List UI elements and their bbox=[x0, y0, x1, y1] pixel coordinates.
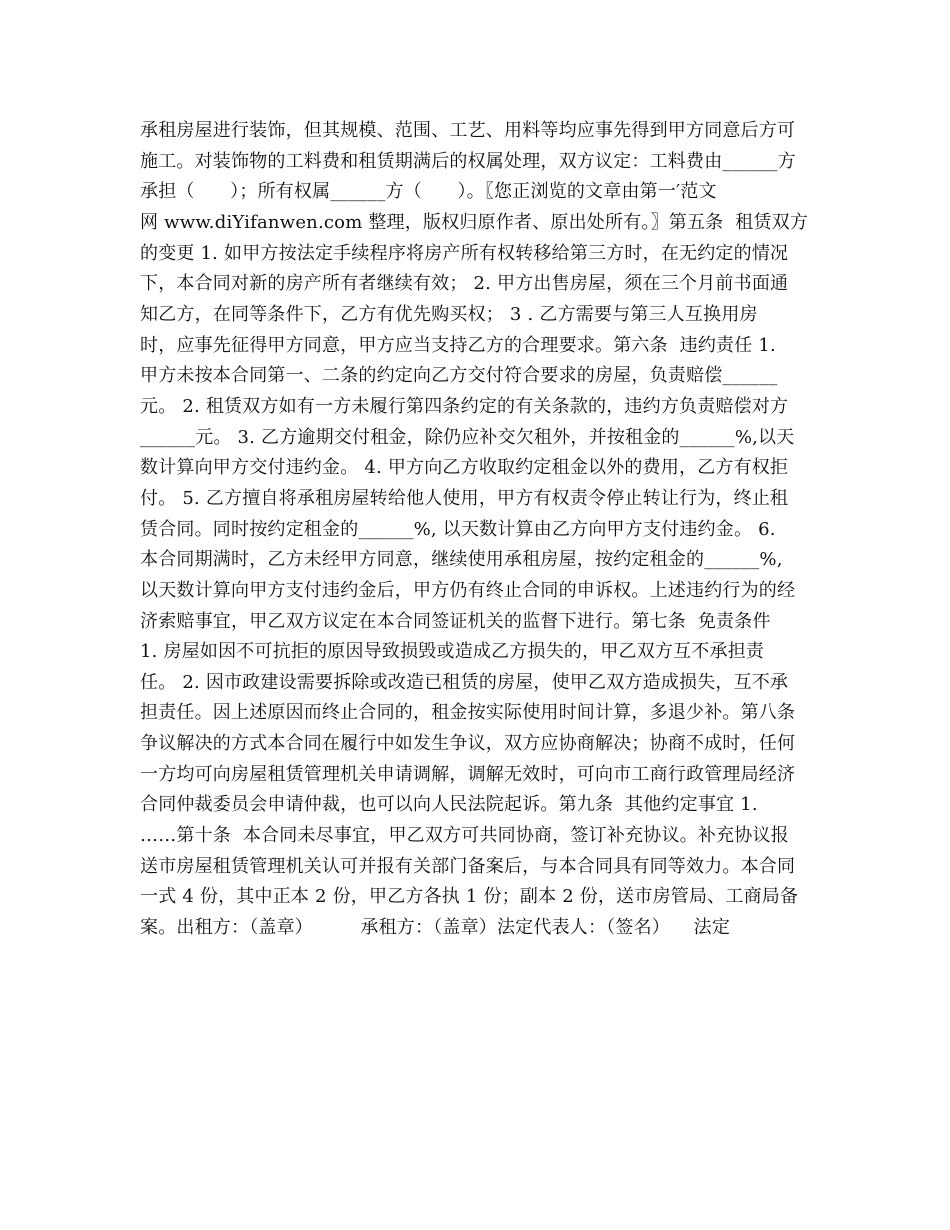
text-line: 担责任。因上述原因而终止合同的，租金按实际使用时间计算，多退少补。第八条 bbox=[140, 702, 796, 724]
text-line: 以天数计算向甲方支付违约金后，甲方仍有终止合同的申诉权。上述违约行为的经 bbox=[140, 579, 796, 601]
contract-text bbox=[140, 116, 820, 944]
text-line: 甲方未按本合同第一、二条的约定向乙方交付符合要求的房屋，负责赔偿______ bbox=[140, 365, 778, 387]
text-line: 下，本合同对新的房产所有者继续有效； 2. 甲方出售房屋，须在三个月前书面通 bbox=[140, 273, 789, 295]
text-line: 案。出租方：（盖章） 承租方：（盖章）法定代表人：（签名） 法定 bbox=[140, 917, 731, 939]
text-line: 的变更 1. 如甲方按法定手续程序将房产所有权转移给第三方时，在无约定的情况 bbox=[140, 242, 789, 264]
text-line: 济索赔事宜，甲乙双方议定在本合同签证机关的监督下进行。第七条 免责条件 bbox=[140, 610, 771, 632]
text-line: 时，应事先征得甲方同意，甲方应当支持乙方的合理要求。第六条 违约责任 1. bbox=[140, 334, 776, 356]
text-line: 付。 5. 乙方擅自将承租房屋转给他人使用，甲方有权责令停止转让行为，终止租 bbox=[140, 487, 789, 509]
text-line: 数计算向甲方交付违约金。 4. 甲方向乙方收取约定租金以外的费用，乙方有权拒 bbox=[140, 457, 789, 479]
text-line: 合同仲裁委员会申请仲裁，也可以向人民法院起诉。第九条 其他约定事宜 1. bbox=[140, 794, 758, 816]
text-line: 争议解决的方式本合同在履行中如发生争议，双方应协商解决；协商不成时，任何 bbox=[140, 733, 796, 755]
text-line: 知乙方，在同等条件下，乙方有优先购买权； 3 . 乙方需要与第三人互换用房 bbox=[140, 303, 758, 325]
text-line: ……第十条 本合同未尽事宜，甲乙双方可共同协商，签订补充协议。补充协议报 bbox=[140, 825, 789, 847]
text-line: 网 www.diYifanwen.com 整理，版权归原作者、原出处所有。〗第五条 租赁双方 bbox=[140, 211, 809, 233]
text-line: 任。 2. 因市政建设需要拆除或改造已租赁的房屋，使甲乙双方造成损失，互不承 bbox=[140, 671, 789, 693]
text-line: 元。 2. 租赁双方如有一方未履行第四条约定的有关条款的，违约方负责赔偿对方 bbox=[140, 395, 789, 417]
text-line: 1. 房屋如因不可抗拒的原因导致损毁或造成乙方损失的，甲乙双方互不承担责 bbox=[140, 641, 765, 663]
text-line: 承租房屋进行装饰，但其规模、范围、工艺、用料等均应事先得到甲方同意后方可 bbox=[140, 120, 796, 141]
text-line: 送市房屋租赁管理机关认可并报有关部门备案后，与本合同具有同等效力。本合同 bbox=[140, 855, 796, 877]
text-line: 承担（ ）；所有权属______方（ ）。〖您正浏览的文章由第一′范文 bbox=[140, 181, 717, 203]
text-line: 一式 4 份，其中正本 2 份，甲乙方各执 1 份；副本 2 份，送市房管局、工商局备 bbox=[140, 886, 799, 908]
text-line: ______元。 3. 乙方逾期交付租金，除仍应补交欠租外，并按租金的______%,以天 bbox=[140, 426, 795, 448]
text-line: 一方均可向房屋租赁管理机关申请调解，调解无效时，可向市工商行政管理局经济 bbox=[140, 763, 796, 785]
text-line: 赁合同。同时按约定租金的______%, 以天数计算由乙方向甲方支付违约金。 6. bbox=[140, 518, 776, 540]
text-line: 施工。对装饰物的工料费和租赁期满后的权属处理，双方议定：工料费由______方 bbox=[140, 150, 796, 172]
text-line: 本合同期满时，乙方未经甲方同意，继续使用承租房屋，按约定租金的______%, bbox=[140, 549, 783, 571]
